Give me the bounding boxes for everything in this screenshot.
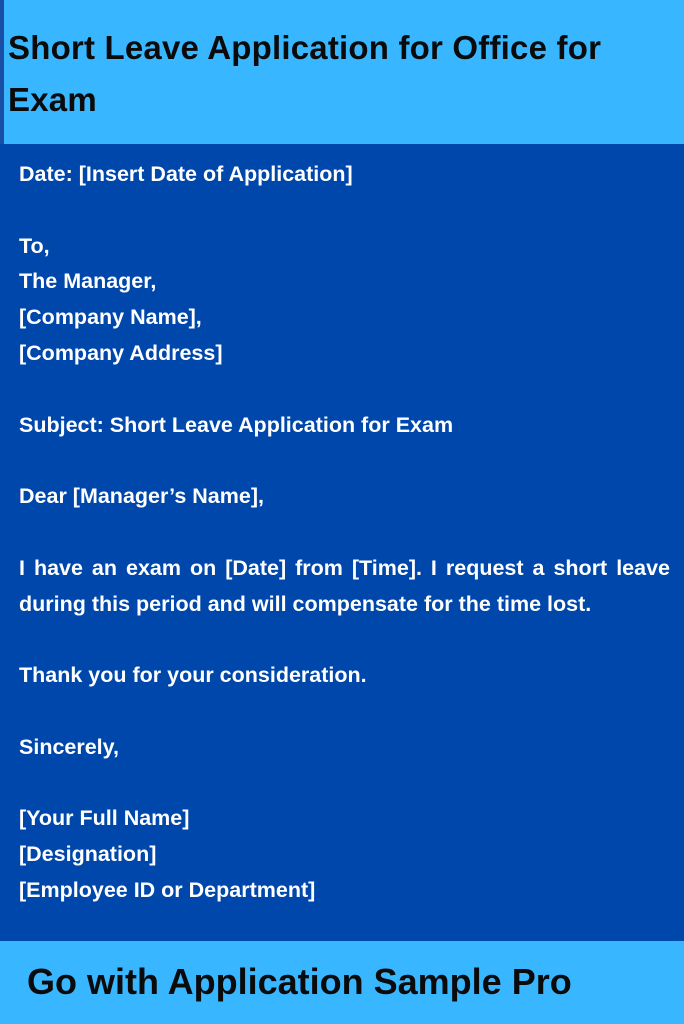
date-line: Date: [Insert Date of Application] xyxy=(19,162,353,186)
footer-tagline: Go with Application Sample Pro xyxy=(27,961,572,1002)
company-address: [Company Address] xyxy=(19,340,223,365)
salutation: Dear [Manager’s Name], xyxy=(19,484,264,509)
spacer xyxy=(19,766,670,802)
spacer xyxy=(19,372,670,408)
page-title: Short Leave Application for Office for Exam xyxy=(8,29,602,118)
spacer xyxy=(19,193,670,229)
title-banner xyxy=(0,0,684,144)
to-line: To, xyxy=(19,233,50,258)
subject-line: Subject: Short Leave Application for Exam xyxy=(19,412,454,437)
letter-body xyxy=(19,157,670,909)
signer-designation: [Designation] xyxy=(19,842,157,867)
spacer xyxy=(19,622,670,658)
company-name: [Company Name], xyxy=(19,305,202,330)
recipient-title: The Manager, xyxy=(19,269,157,294)
signer-name: [Your Full Name] xyxy=(19,806,190,831)
body-paragraph: I have an exam on [Date] from [Time]. I request a short leave during this period and will compensate for the time lost. xyxy=(19,555,670,616)
signer-id: [Employee ID or Department] xyxy=(19,877,316,902)
spacer xyxy=(19,515,670,551)
spacer xyxy=(19,443,670,479)
thanks-line: Thank you for your consideration. xyxy=(19,663,367,688)
footer-banner xyxy=(0,941,684,1024)
spacer xyxy=(19,694,670,730)
closing: Sincerely, xyxy=(19,734,119,759)
